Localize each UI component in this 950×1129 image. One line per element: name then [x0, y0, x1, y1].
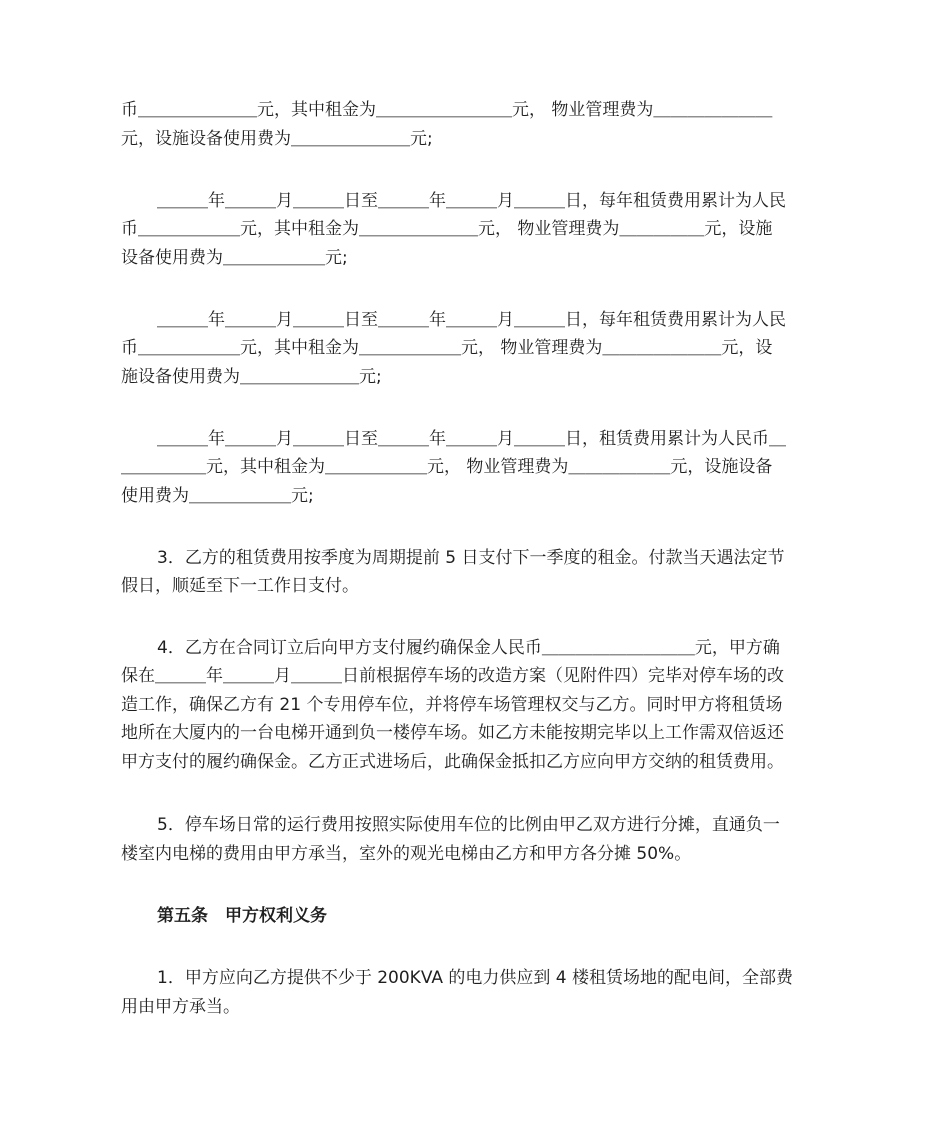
paragraph-3-line-2: ＿＿＿＿＿元，其中租金为＿＿＿＿＿＿元， 物业管理费为＿＿＿＿＿＿元，设施设备 [121, 457, 773, 477]
paragraph-4-line-2: 假日，顺延至下一工作日支付。 [121, 576, 359, 596]
paragraph-0-line-1: 币＿＿＿＿＿＿＿元，其中租金为＿＿＿＿＿＿＿＿元， 物业管理费为＿＿＿＿＿＿＿ [121, 100, 773, 120]
paragraph-5-line-3: 造工作，确保乙方有 21 个专用停车位，并将停车场管理权交与乙方。同时甲方将租赁场 [121, 695, 783, 715]
paragraph-7-line-1: 1．甲方应向乙方提供不少于 200KVA 的电力供应到 4 楼租赁场地的配电间，全部费 [157, 968, 794, 988]
paragraph-1-line-2: 币＿＿＿＿＿＿元，其中租金为＿＿＿＿＿＿＿元， 物业管理费为＿＿＿＿＿元，设施 [121, 219, 773, 239]
paragraph-5-line-4: 地所在大厦内的一台电梯开通到负一楼停车场。如乙方未能按期完毕以上工作需双倍返还 [121, 723, 784, 743]
paragraph-2-line-1: ＿＿＿年＿＿＿月＿＿＿日至＿＿＿年＿＿＿月＿＿＿日，每年租赁费用累计为人民 [157, 310, 786, 330]
paragraph-7-line-2: 用由甲方承当。 [121, 997, 240, 1017]
paragraph-5-line-5: 甲方支付的履约确保金。乙方正式进场后，此确保金抵扣乙方应向甲方交纳的租赁费用。 [121, 752, 784, 772]
paragraph-5-line-1: 4．乙方在合同订立后向甲方支付履约确保金人民币＿＿＿＿＿＿＿＿＿元，甲方确 [157, 638, 780, 658]
paragraph-3-line-3: 使用费为＿＿＿＿＿＿元; [121, 486, 314, 506]
paragraph-4-line-1: 3．乙方的租赁费用按季度为周期提前 5 日支付下一季度的租金。付款当天遇法定节 [157, 548, 785, 568]
paragraph-2-line-2: 币＿＿＿＿＿＿元，其中租金为＿＿＿＿＿＿元， 物业管理费为＿＿＿＿＿＿＿元，设 [121, 338, 773, 358]
paragraph-5-line-2: 保在＿＿＿年＿＿＿月＿＿＿日前根据停车场的改造方案（见附件四）完毕对停车场的改 [121, 666, 784, 686]
paragraph-1-line-3: 设备使用费为＿＿＿＿＿＿元; [121, 248, 348, 268]
paragraph-0-line-2: 元，设施设备使用费为＿＿＿＿＿＿＿元; [121, 129, 433, 149]
paragraph-6-line-1: 5．停车场日常的运行费用按照实际使用车位的比例由甲乙双方进行分摊，直通负一 [157, 815, 780, 835]
paragraph-6-line-2: 楼室内电梯的费用由甲方承当，室外的观光电梯由乙方和甲方各分摊 50%。 [121, 844, 692, 864]
section-heading-article-5: 第五条 甲方权利义务 [157, 906, 327, 926]
paragraph-2-line-3: 施设备使用费为＿＿＿＿＿＿＿元; [121, 367, 382, 387]
paragraph-1-line-1: ＿＿＿年＿＿＿月＿＿＿日至＿＿＿年＿＿＿月＿＿＿日，每年租赁费用累计为人民 [157, 191, 786, 211]
paragraph-3-line-1: ＿＿＿年＿＿＿月＿＿＿日至＿＿＿年＿＿＿月＿＿＿日，租赁费用累计为人民币＿ [157, 429, 786, 449]
